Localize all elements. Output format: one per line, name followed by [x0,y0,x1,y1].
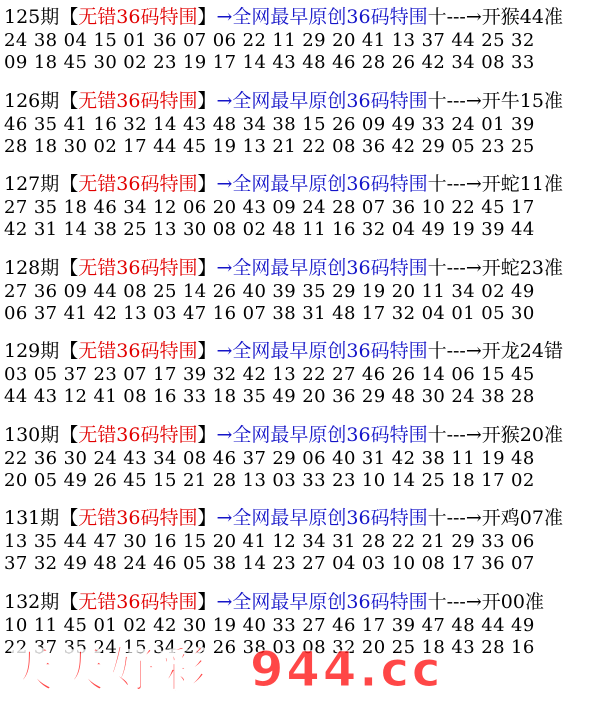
left-bracket: 【 [59,6,79,28]
period-id: 129期 [4,340,60,362]
numbers-row-2: 42 31 14 38 25 13 30 08 02 48 11 16 32 04 49 19 39 44 [4,219,535,240]
numbers-row-1: 27 35 18 46 34 12 06 20 43 09 24 28 07 36 10 22 45 17 [4,197,535,218]
period-header [4,589,594,615]
period-id: 130期 [4,423,60,446]
arrow-icon: → [216,340,233,362]
right-bracket: 】 [197,173,217,195]
separator: 十---→ [427,256,482,279]
watermark-text: 天天好彩 [6,642,211,698]
tag-label: 无错36码特围 [78,173,198,195]
period-result: 开猴44准 [481,6,563,28]
separator: 十---→ [427,340,482,362]
arrow-icon: → [216,6,233,28]
period-block [4,171,594,255]
period-header [4,88,594,114]
period-block [4,255,594,339]
separator: 十---→ [427,423,482,446]
period-description: 全网最早原创36码特围 [232,340,428,362]
numbers-row-1: 27 36 09 44 08 25 14 26 40 39 35 29 19 20 11 34 02 49 [4,280,535,302]
numbers-row-1: 10 11 45 01 02 42 30 19 40 33 27 46 17 39 47 48 44 49 [4,614,535,636]
numbers-row-1: 03 05 37 23 07 17 39 32 42 13 22 27 46 26 14 06 15 45 [4,364,535,385]
period-result: 开牛15准 [481,89,563,112]
period-result: 开蛇11准 [481,173,563,195]
separator: 十---→ [427,590,482,613]
right-bracket: 】 [197,590,217,613]
numbers-row-2: 20 05 49 26 45 15 21 28 13 03 33 23 10 14 25 18 17 02 [4,469,535,491]
arrow-icon: → [216,423,233,446]
period-block [4,505,594,589]
tag-label: 无错36码特围 [78,590,198,613]
separator: 十---→ [427,6,482,28]
right-bracket: 】 [197,507,217,529]
period-header [4,505,594,531]
period-description: 全网最早原创36码特围 [232,6,428,28]
numbers-row-2: 37 32 49 48 24 46 05 38 14 23 27 04 03 10 08 17 36 07 [4,553,535,574]
left-bracket: 【 [59,590,79,613]
period-block [4,338,594,422]
separator: 十---→ [427,173,482,195]
period-result: 开蛇23准 [481,256,563,279]
arrow-icon: → [216,256,233,279]
right-bracket: 】 [197,256,217,279]
left-bracket: 【 [59,423,79,446]
lottery-document [4,4,594,672]
right-bracket: 】 [197,89,217,112]
numbers-row-1: 22 36 30 24 43 34 08 46 37 29 06 40 31 42 38 11 19 48 [4,447,535,469]
period-header [4,338,594,364]
period-description: 全网最早原创36码特围 [232,256,428,279]
numbers-row-2: 44 43 12 41 08 16 33 18 35 49 20 36 29 48 30 24 38 28 [4,386,535,407]
right-bracket: 】 [197,340,217,362]
arrow-icon: → [216,507,233,529]
period-block [4,4,594,88]
arrow-icon: → [216,89,233,112]
period-result: 开鸡07准 [481,507,563,529]
numbers-row-2: 28 18 30 02 17 44 45 19 13 21 22 08 36 42 29 05 23 25 [4,135,535,157]
period-result: 开00准 [481,590,544,613]
right-bracket: 】 [197,6,217,28]
period-id: 128期 [4,256,60,279]
numbers-row-1: 46 35 41 16 32 14 43 48 34 38 15 26 09 49 33 24 01 39 [4,113,535,135]
period-result: 开龙24错 [481,340,563,362]
period-header [4,171,594,197]
numbers-row-2: 09 18 45 30 02 23 19 17 14 43 48 46 28 26 42 34 08 33 [4,52,535,73]
separator: 十---→ [427,89,482,112]
period-header [4,422,594,448]
tag-label: 无错36码特围 [78,6,198,28]
period-description: 全网最早原创36码特围 [232,507,428,529]
period-header [4,255,594,281]
period-id: 131期 [4,507,60,529]
period-description: 全网最早原创36码特围 [232,423,428,446]
watermark-domain: 944.cc [250,642,444,698]
period-id: 127期 [4,173,60,195]
period-description: 全网最早原创36码特围 [232,173,428,195]
left-bracket: 【 [59,89,79,112]
tag-label: 无错36码特围 [78,507,198,529]
numbers-row-2: 06 37 41 42 13 03 47 16 07 38 31 48 17 32 04 01 05 30 [4,302,535,324]
tag-label: 无错36码特围 [78,340,198,362]
period-description: 全网最早原创36码特围 [232,89,428,112]
left-bracket: 【 [59,507,79,529]
tag-label: 无错36码特围 [78,256,198,279]
period-header [4,4,594,30]
arrow-icon: → [216,590,233,613]
numbers-row-1: 24 38 04 15 01 36 07 06 22 11 29 20 41 13 37 44 25 32 [4,30,535,51]
right-bracket: 】 [197,423,217,446]
left-bracket: 【 [59,256,79,279]
separator: 十---→ [427,507,482,529]
period-block [4,589,594,673]
period-description: 全网最早原创36码特围 [232,590,428,613]
period-id: 125期 [4,6,60,28]
period-block [4,422,594,506]
period-result: 开猴20准 [481,423,563,446]
tag-label: 无错36码特围 [78,423,198,446]
period-id: 126期 [4,89,60,112]
tag-label: 无错36码特围 [78,89,198,112]
arrow-icon: → [216,173,233,195]
period-block [4,88,594,172]
left-bracket: 【 [59,173,79,195]
period-id: 132期 [4,590,60,613]
numbers-row-2: 22 37 35 24 15 34 29 26 38 03 08 32 20 25 18 43 28 16 [4,636,535,658]
numbers-row-1: 13 35 44 47 30 16 15 20 41 12 34 31 28 22 21 29 33 06 [4,531,535,552]
left-bracket: 【 [59,340,79,362]
